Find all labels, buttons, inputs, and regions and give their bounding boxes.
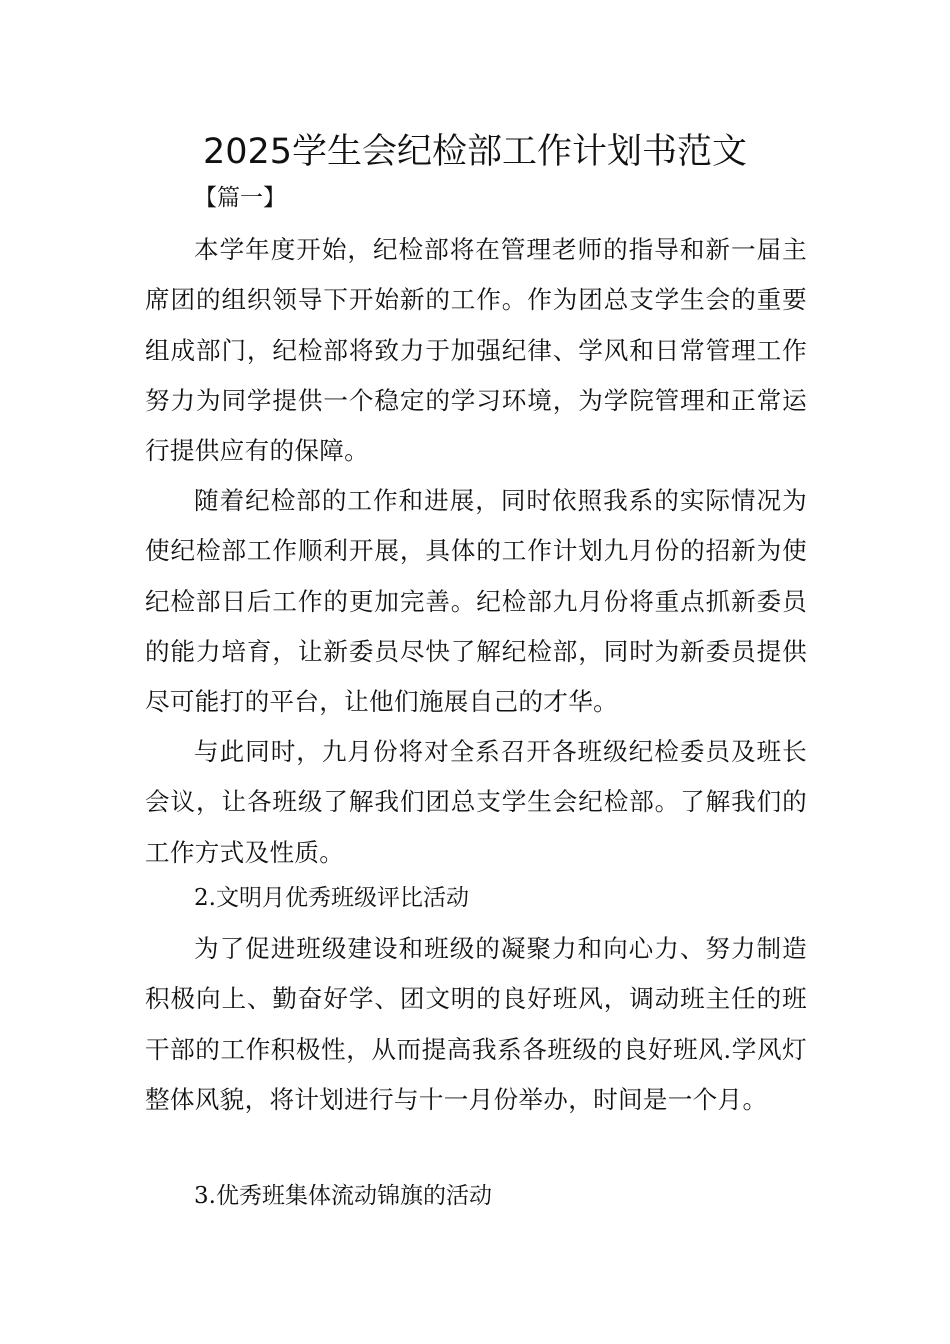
- paragraph-1: 本学年度开始，纪检部将在管理老师的指导和新一届主席团的组织领导下开始新的工作。作为团总支学生会的重要组成部门，纪检部将致力于加强纪律、学风和日常管理工作努力为同学提供一个稳定的学习环境，为学院管理和正常运行提供应有的保障。: [145, 235, 807, 466]
- paragraph-4: 为了促进班级建设和班级的凝聚力和向心力、努力制造积极向上、勤奋好学、团文明的良好班风，调动班主任的班干部的工作积极性，从而提高我系各班级的良好班风.学风灯整体风貌，将计划进行与十一月份举办，时间是一个月。: [145, 934, 807, 1114]
- document-title: 2025学生会纪检部工作计划书范文: [202, 132, 748, 172]
- paragraph-3: 与此同时，九月份将对全系召开各班级纪检委员及班长会议，让各班级了解我们团总支学生会纪检部。了解我们的工作方式及性质。: [145, 737, 807, 867]
- subheading-civilization-month: 2.文明月优秀班级评比活动: [194, 885, 469, 911]
- paragraph-2: 随着纪检部的工作和进展，同时依照我系的实际情况为使纪检部工作顺利开展，具体的工作计划九月份的招新为使纪检部日后工作的更加完善。纪检部九月份将重点抓新委员的能力培育，让新委员尽快了解纪检部，同时为新委员提供尽可能打的平台，让他们施展自己的才华。: [145, 486, 807, 717]
- section-label: 【篇一】: [194, 185, 286, 211]
- subheading-excellent-class-banner: 3.优秀班集体流动锦旗的活动: [194, 1183, 492, 1209]
